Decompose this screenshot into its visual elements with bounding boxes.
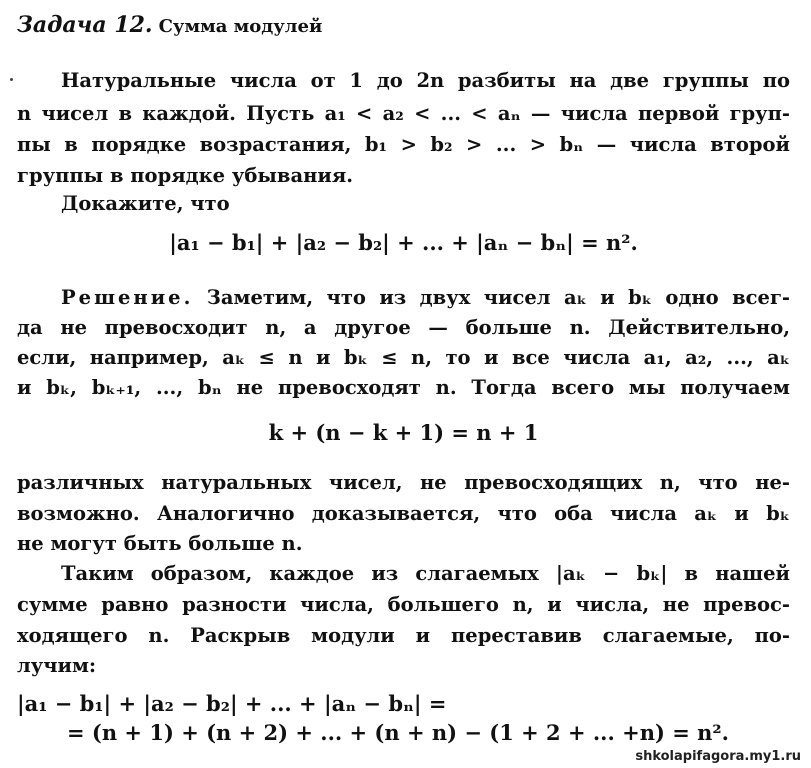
paragraph-line: ходящего n. Раскрыв модули и переставив слагаемые, по-	[17, 624, 790, 647]
formula-final-line2: = (n + 1) + (n + 2) + ... + (n + n) − (1 + 2 + ... +n) = n².	[67, 720, 729, 745]
paragraph-line: сумме равно разности числа, большего n, и числа, не превос-	[17, 593, 790, 616]
formula-final-line1: |a₁ − b₁| + |a₂ − b₂| + ... + |aₙ − bₙ| =	[17, 691, 447, 716]
solution-line: и bₖ, bₖ₊₁, ..., bₙ не превосходят n. Тогда всего мы получаем	[17, 376, 790, 399]
formula-count: k + (n − k + 1) = n + 1	[268, 420, 539, 445]
paragraph-line: пы в порядке возрастания, b₁ > b₂ > ... > bₙ — числа второй	[17, 133, 790, 156]
solution-line	[17, 285, 790, 311]
paragraph-line: не могут быть больше n.	[17, 532, 303, 555]
problem-title	[17, 12, 322, 38]
paragraph-line: различных натуральных чисел, не превосходящих n, что не-	[17, 471, 790, 494]
formula-main: |a₁ − b₁| + |a₂ − b₂| + ... + |aₙ − bₙ| = n².	[169, 230, 638, 255]
site-watermark: shkolapifagora.my1.ru	[635, 749, 801, 764]
problem-number: Задача 12.	[17, 12, 153, 38]
solution-text: Заметим, что из двух чисел aₖ и bₖ одно всег-	[193, 286, 790, 309]
paragraph-line: возможно. Аналогично доказывается, что оба числа aₖ и bₖ	[17, 502, 790, 525]
solution-line: если, например, aₖ ≤ n и bₖ ≤ n, то и все числа a₁, a₂, ..., aₖ	[17, 346, 790, 369]
scan-speck	[10, 78, 13, 81]
problem-name: Сумма модулей	[158, 16, 323, 37]
solution-label: Решение.	[61, 286, 194, 309]
paragraph-line: n чисел в каждой. Пусть a₁ < a₂ < ... < aₙ — числа первой груп-	[17, 102, 790, 125]
paragraph-line: лучим:	[17, 654, 97, 677]
paragraph-line: Таким образом, каждое из слагаемых |aₖ − bₖ| в нашей	[61, 562, 790, 585]
solution-line: да не превосходит n, а другое — больше n. Действительно,	[17, 316, 790, 339]
paragraph-line: группы в порядке убывания.	[17, 164, 354, 187]
paragraph-line: Натуральные числа от 1 до 2n разбиты на две группы по	[61, 69, 790, 92]
prove-statement: Докажите, что	[61, 192, 230, 215]
